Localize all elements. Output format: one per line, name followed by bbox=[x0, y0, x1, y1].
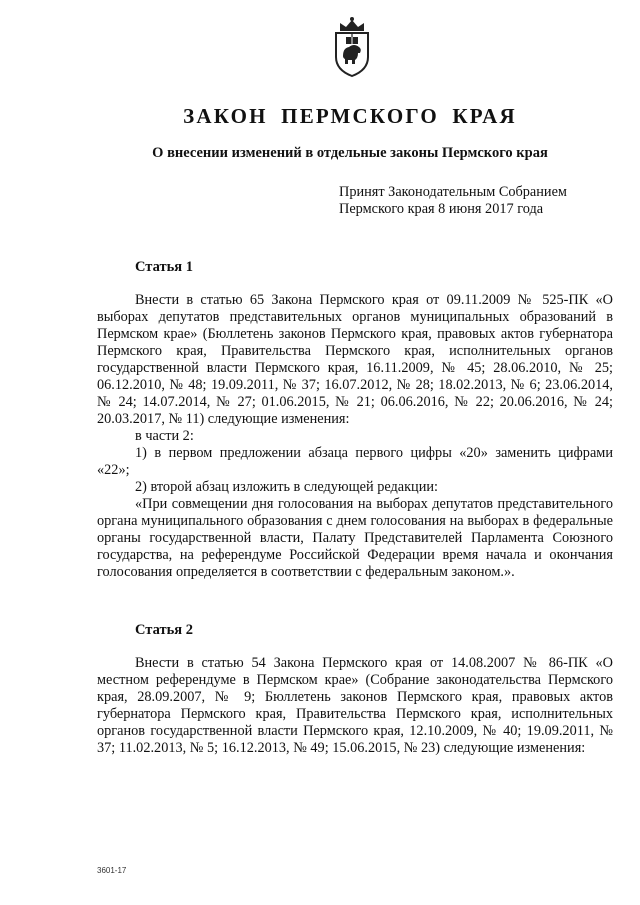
adoption-line-2: Пермского края 8 июня 2017 года bbox=[339, 201, 544, 217]
adoption-line-1: Принят Законодательным Собранием bbox=[339, 184, 567, 200]
article-2-paragraph: Внести в статью 54 Закона Пермского края от 14.08.2007 № 86-ПК «О местном референдуме в Пермском крае» (Собрание законодательства Пермского края, 28.09.2007, № 9; Бюллетень законов Пермского края, правовых актов губернатора Пермского края, Правительства Пермского края, исполнительных органов государственной власти Пермского края, 12.10.2009, № 40; 19.09.2011, № 37; 11.02.2013, № 5; 16.12.2013, № 49; 15.06.2015, № 23) следующие изменения: bbox=[97, 655, 613, 756]
article-2-text bbox=[97, 655, 613, 757]
article-2-heading: Статья 2 bbox=[135, 622, 193, 638]
article-1-heading: Статья 1 bbox=[135, 259, 193, 275]
document-code: 3601-17 bbox=[97, 866, 127, 875]
article-1-paragraph: 2) второй абзац изложить в следующей редакции: bbox=[135, 479, 438, 495]
adoption-note bbox=[339, 184, 567, 218]
document-title: ЗАКОН ПЕРМСКОГО КРАЯ bbox=[183, 104, 517, 128]
document-subtitle: О внесении изменений в отдельные законы Пермского края bbox=[152, 145, 548, 161]
article-1-paragraph: 1) в первом предложении абзаца первого цифры «20» заменить цифрами «22»; bbox=[97, 445, 613, 478]
coat-of-arms-icon bbox=[327, 16, 377, 78]
article-1-text bbox=[97, 292, 613, 581]
article-1-paragraph: в части 2: bbox=[135, 428, 194, 444]
article-1-paragraph: «При совмещении дня голосования на выборах депутатов представительного органа муниципального образования с днем голосования на выборах в федеральные органы государственной власти, Палату Представителей Парламента Союзного государства, на референдуме Российской Федерации время начала и окончания голосования определяется в соответствии с федеральным законом.». bbox=[97, 496, 613, 580]
article-1-paragraph: Внести в статью 65 Закона Пермского края от 09.11.2009 № 525-ПК «О выборах депутатов представительных органов муниципальных образований в Пермском крае» (Бюллетень законов Пермского края, правовых актов губернатора Пермского края, Правительства Пермского края, исполнительных органов государственной власти Пермского края, 16.11.2009, № 45; 28.06.2010, № 25; 06.12.2010, № 48; 19.09.2011, № 37; 16.07.2012, № 28; 18.02.2013, № 6; 23.06.2014, № 24; 14.07.2014, № 27; 01.06.2015, № 21; 06.06.2016, № 22; 20.06.2016, № 24; 20.03.2017, № 11) следующие изменения: bbox=[97, 292, 613, 427]
